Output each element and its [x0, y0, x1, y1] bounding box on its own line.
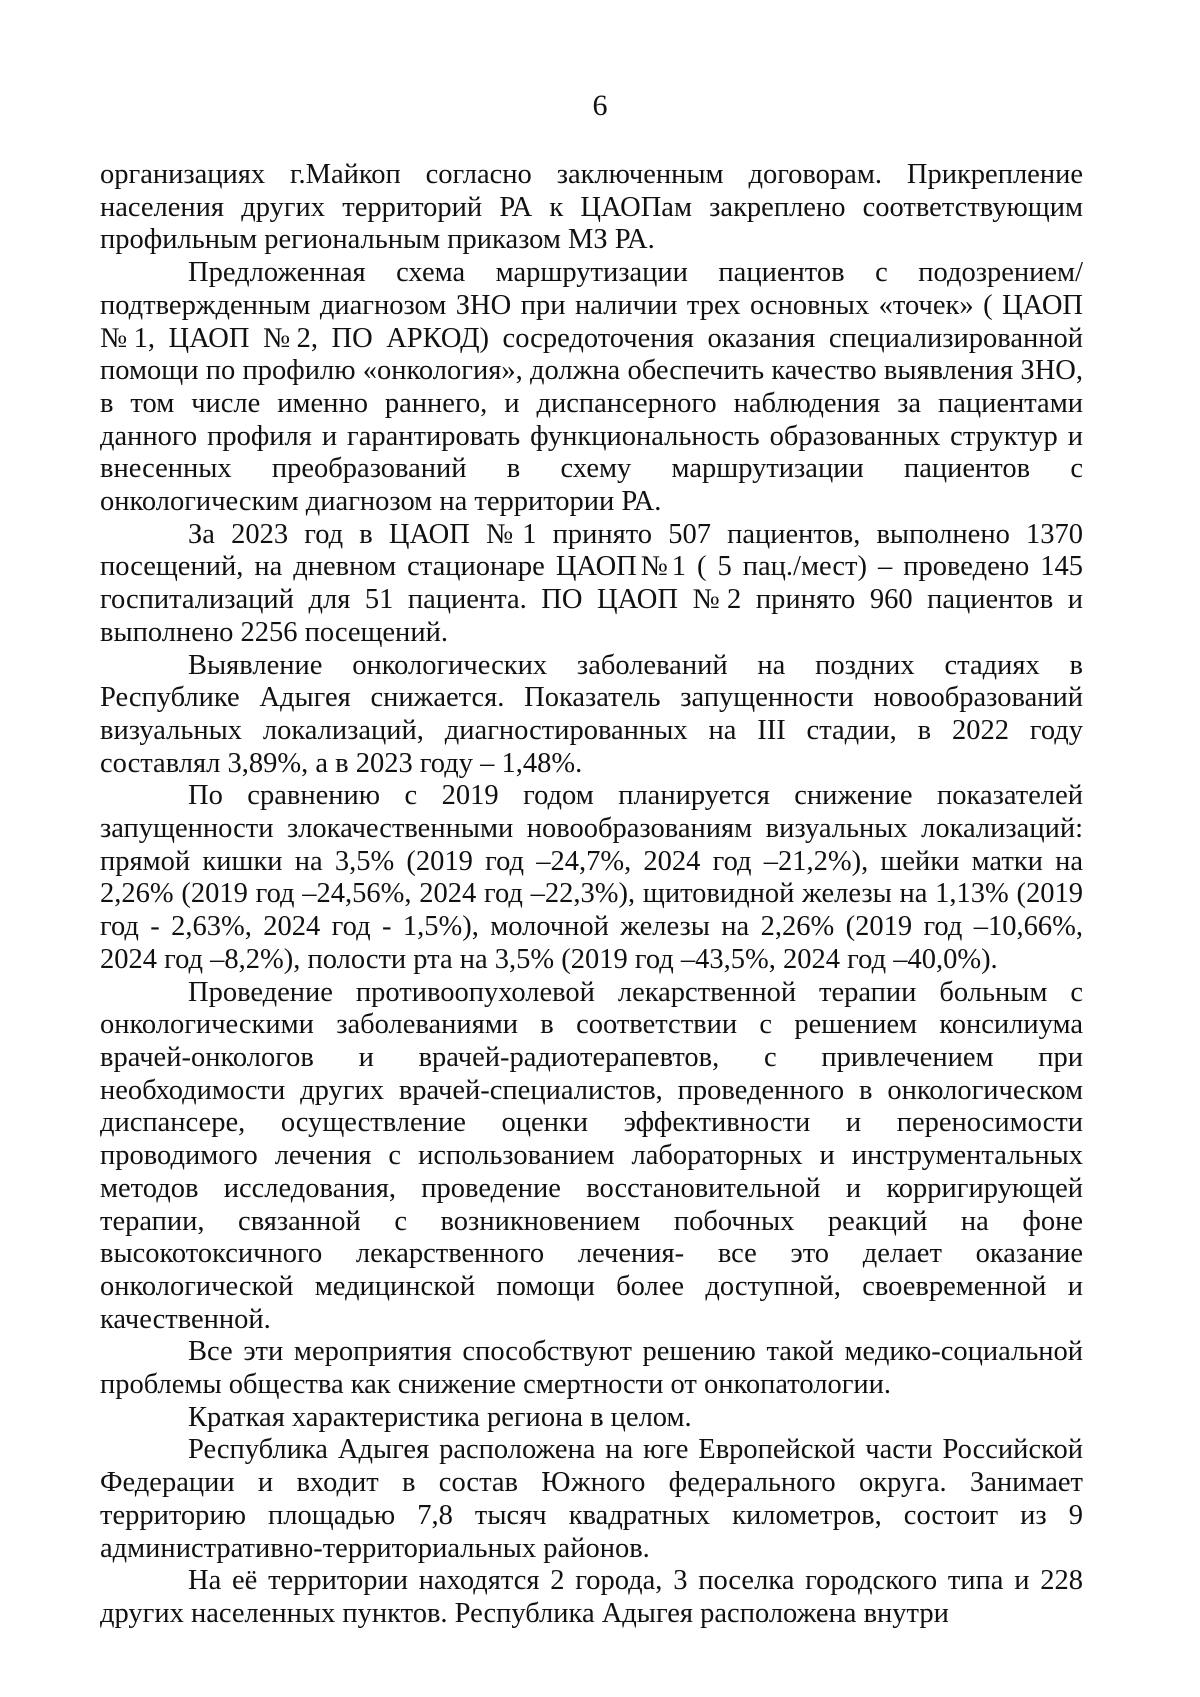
paragraph-late-stage-detection: Выявление онкологических заболеваний на поздних стадиях в Республике Адыгея снижается. Показатель запущенности новообразований визуальных локализаций, диагностированных на III стадии, в 2022 году составлял 3,89%, а в 2023 году – 1,48%.	[100, 649, 1083, 779]
page-number: 6	[592, 89, 608, 122]
paragraph-drug-therapy: Проведение противоопухолевой лекарственной терапии больным с онкологическими заболеваниями в соответствии с решением консилиума врачей-онкологов и врачей-радиотерапевтов, с привлечением при необходимости других врачей-специалистов, проведенного в онкологическом диспансере, осуществление оценки эффективности и переносимости проводимого лечения с использованием лабораторных и инструментальных методов исследования, проведение восстановительной и корригирующей терапии, связанной с возникновением побочных реакций на фоне высокотоксичного лекарственного лечения- все это делает оказание онкологической медицинской помощи более доступной, своевременной и качественной.	[100, 976, 1083, 1335]
paragraph-2023-statistics: За 2023 год в ЦАОП №1 принято 507 пациентов, выполнено 1370 посещений, на дневном стационаре ЦАОП№1 ( 5 пац./мест) – проведено 145 госпитализаций для 51 пациента. ПО ЦАОП №2 принято 960 пациентов и выполнено 2256 посещений.	[100, 518, 1083, 648]
document-body	[100, 159, 1083, 1631]
paragraph-region-heading: Краткая характеристика региона в целом.	[188, 1401, 692, 1433]
paragraph-settlements: На её территории находятся 2 города, 3 поселка городского типа и 228 других населенных пунктов. Республика Адыгея расположена внутри	[100, 1565, 1083, 1629]
paragraph-routing-scheme: Предложенная схема маршрутизации пациентов с подозрением/ подтвержденным диагнозом ЗНО при наличии трех основных «точек» ( ЦАОП №1, ЦАОП №2, ПО АРКОД) сосредоточения оказания специализированной помощи по профилю «онкология», должна обеспечить качество выявления ЗНО, в том числе именно раннего, и диспансерного наблюдения за пациентами данного профиля и гарантировать функциональность образованных структур и внесенных преобразований в схему маршрутизации пациентов с онкологическим диагнозом на территории РА.	[100, 257, 1083, 518]
paragraph-measures-summary: Все эти мероприятия способствуют решению такой медико-социальной проблемы общества как снижение смертности от онкопатологии.	[100, 1336, 1083, 1401]
paragraph-continuation: организациях г.Майкоп согласно заключенным договорам. Прикрепление населения других территорий РА к ЦАОПам закреплено соответствующим профильным региональным приказом МЗ РА.	[100, 159, 1083, 256]
paragraph-region-location: Республика Адыгея расположена на юге Европейской части Российской Федерации и входит в состав Южного федерального округа. Занимает территорию площадью 7,8 тысяч квадратных километров, состоит из 9 административно-территориальных районов.	[100, 1434, 1083, 1564]
paragraph-planned-reduction: По сравнению с 2019 годом планируется снижение показателей запущенности злокачественными новообразованиям визуальных локализаций: прямой кишки на 3,5% (2019 год –24,7%, 2024 год –21,2%), шейки матки на 2,26% (2019 год –24,56%, 2024 год –22,3%), щитовидной железы на 1,13% (2019 год - 2,63%, 2024 год - 1,5%), молочной железы на 2,26% (2019 год –10,66%, 2024 год –8,2%), полости рта на 3,5% (2019 год –43,5%, 2024 год –40,0%).	[100, 780, 1083, 975]
